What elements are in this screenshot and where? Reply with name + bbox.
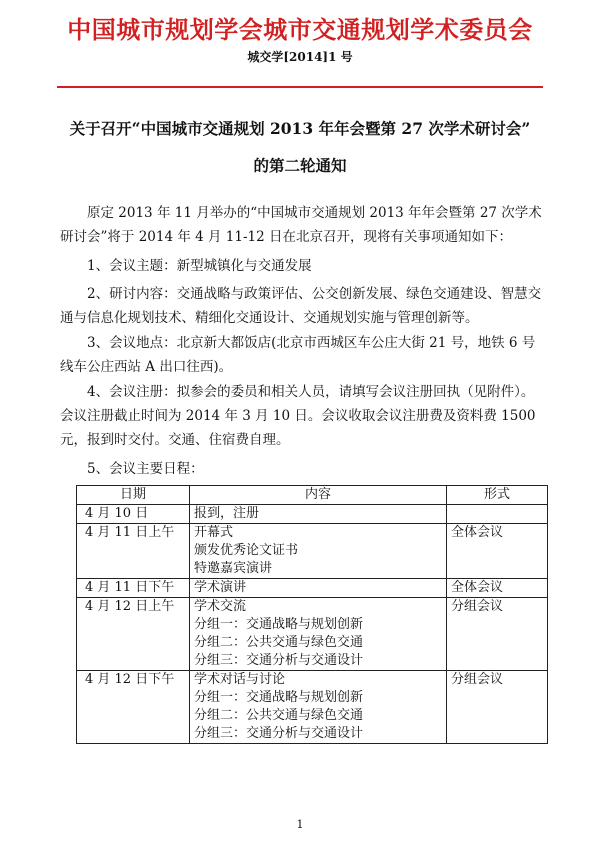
- header-date: 日期: [77, 486, 190, 505]
- row-form: [447, 505, 548, 524]
- row-content: [190, 598, 447, 671]
- row-date: 4 月 12 日上午: [77, 598, 190, 671]
- table-row: [77, 524, 548, 579]
- item-venue: 3、会议地点：北京新大都饭店(北京市西城区车公庄大街 21 号，地铁 6 号线车公庄西站 A 出口往西)。: [60, 335, 536, 375]
- content-line: 学术交流: [194, 599, 247, 614]
- content-line: 学术演讲: [194, 580, 247, 595]
- row-form: 全体会议: [447, 579, 548, 598]
- item-registration: 4、会议注册：拟参会的委员和相关人员，请填写会议注册回执（见附件）。会议注册截止时间为 2014 年 3 月 10 日。会议收取会议注册费及资料费 1500 元，报到时交付。交通、住宿费自理。: [60, 384, 536, 448]
- content-line: 分组三：交通分析与交通设计: [194, 726, 364, 741]
- row-content: [190, 579, 447, 598]
- row-form: 分组会议: [447, 598, 548, 671]
- row-date: 4 月 11 日下午: [77, 579, 190, 598]
- schedule-header-row: [77, 486, 548, 505]
- content-line: 分组二：公共交通与绿色交通: [194, 635, 364, 650]
- content-line: 报到，注册: [194, 506, 260, 521]
- row-date: 4 月 11 日上午: [77, 524, 190, 579]
- document-number: 城交学[2014]1 号: [247, 50, 353, 64]
- item-theme: 1、会议主题：新型城镇化与交通发展: [87, 258, 312, 274]
- intro-paragraph: 原定 2013 年 11 月举办的“中国城市交通规划 2013 年年会暨第 27 次学术研讨会”将于 2014 年 4 月 11-12 日在北京召开，现将有关事项通知如下：: [60, 205, 542, 245]
- organization-header: 中国城市规划学会城市交通规划学术委员会: [67, 16, 533, 44]
- table-row: [77, 505, 548, 524]
- red-divider: [57, 86, 543, 88]
- row-date: 4 月 10 日: [77, 505, 190, 524]
- row-date: 4 月 12 日下午: [77, 671, 190, 744]
- content-line: 学术对话与讨论: [194, 672, 286, 687]
- content-line: 分组一：交通战略与规划创新: [194, 690, 364, 705]
- row-form: 分组会议: [447, 671, 548, 744]
- row-form: 全体会议: [447, 524, 548, 579]
- item-topics: 2、研讨内容：交通战略与政策评估、公交创新发展、绿色交通建设、智慧交通与信息化规划技术、精细化交通设计、交通规划实施与管理创新等。: [60, 286, 542, 326]
- content-line: 分组一：交通战略与规划创新: [194, 617, 364, 632]
- content-line: 特邀嘉宾演讲: [194, 561, 273, 576]
- content-line: 开幕式: [194, 525, 234, 540]
- row-content: [190, 524, 447, 579]
- content-line: 分组二：公共交通与绿色交通: [194, 708, 364, 723]
- notice-title-line1: 关于召开“中国城市交通规划 2013 年年会暨第 27 次学术研讨会”: [69, 119, 531, 138]
- content-line: 颁发优秀论文证书: [194, 543, 299, 558]
- content-line: 分组三：交通分析与交通设计: [194, 653, 364, 668]
- table-row: [77, 671, 548, 744]
- notice-title-line2: 的第二轮通知: [253, 156, 347, 175]
- header-form: 形式: [447, 486, 548, 505]
- row-content: [190, 671, 447, 744]
- item-schedule-heading: 5、会议主要日程：: [87, 461, 204, 477]
- table-row: [77, 579, 548, 598]
- row-content: [190, 505, 447, 524]
- header-content: 内容: [190, 486, 447, 505]
- table-row: [77, 598, 548, 671]
- schedule-table: [76, 485, 548, 744]
- page-number: 1: [296, 818, 304, 831]
